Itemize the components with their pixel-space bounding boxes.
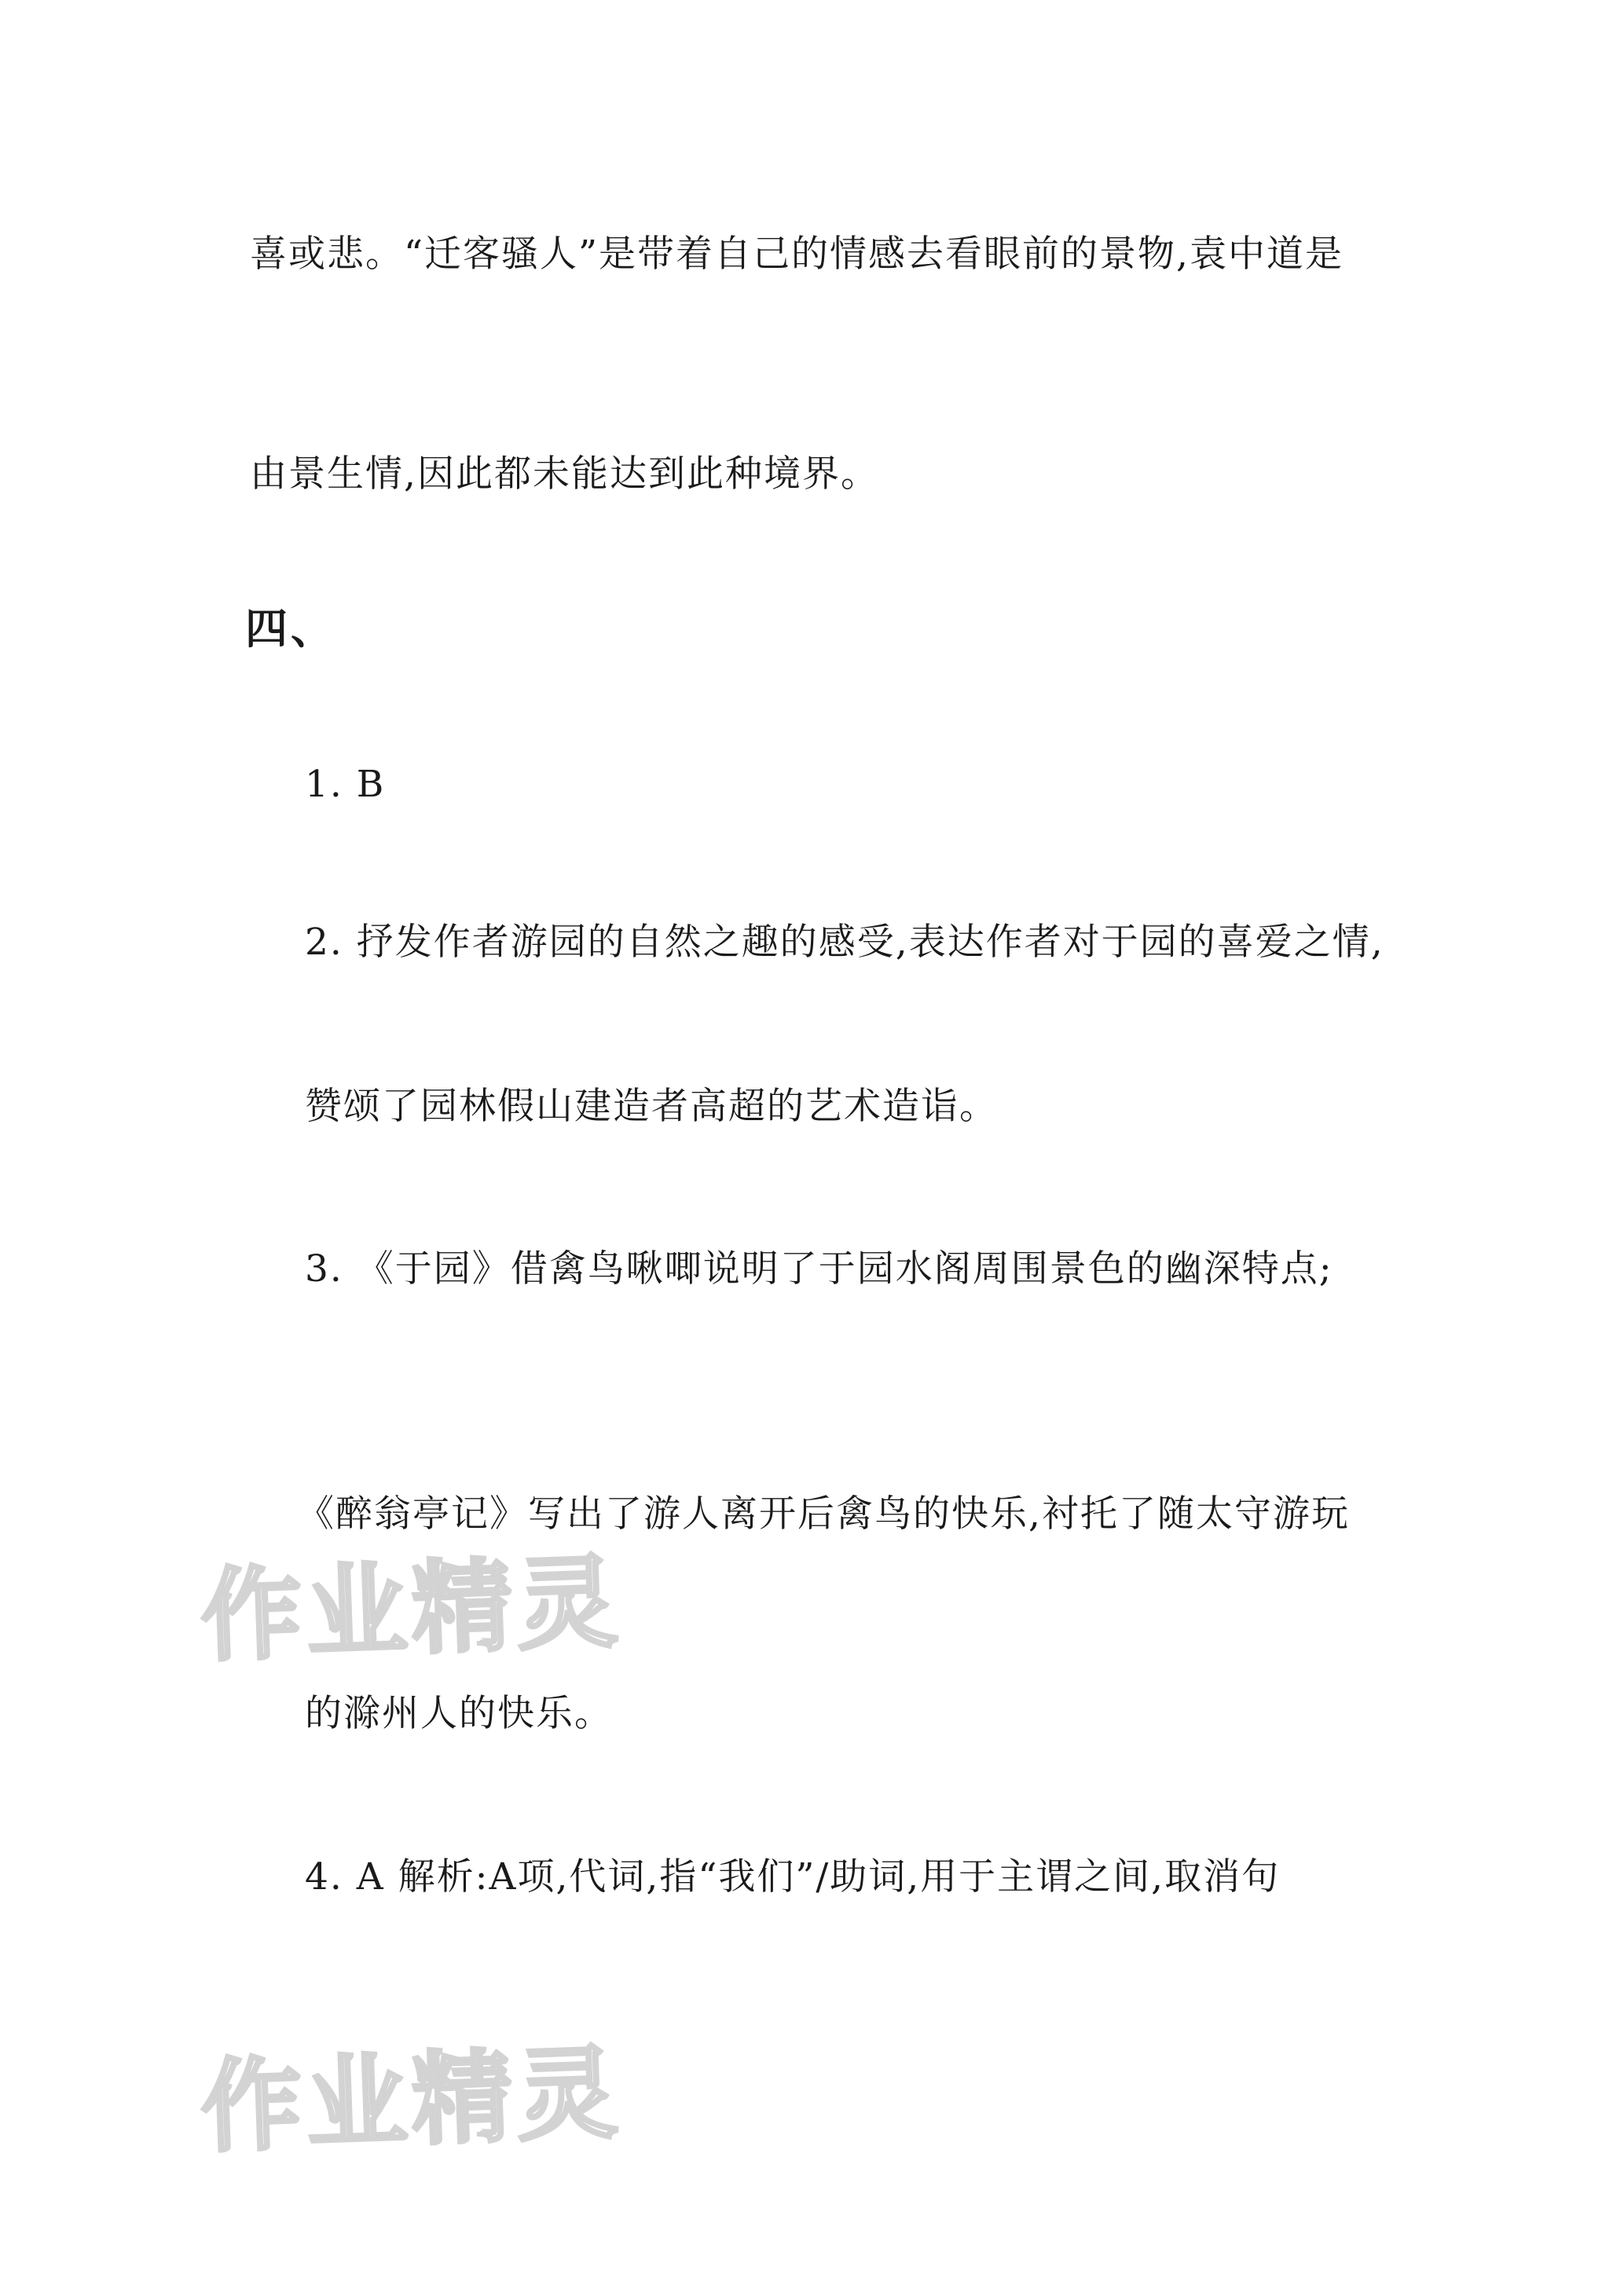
watermark-logo: 作业精灵 — [199, 1543, 625, 1676]
answer-item-2-continuation: 赞颂了园林假山建造者高超的艺术造诣。 — [305, 1085, 998, 1128]
watermark-logo: 作业精灵 — [199, 2034, 625, 2167]
section-heading: 四、 — [245, 604, 336, 654]
answer-item-1: 1. B — [305, 763, 386, 806]
answer-item-2: 2. 抒发作者游园的自然之趣的感受,表达作者对于园的喜爱之情, — [305, 921, 1384, 964]
answer-item-4: 4. A 解析:A项,代词,指“我们”/助词,用于主谓之间,取消句 — [305, 1855, 1281, 1899]
answer-item-3-continuation: 《醉翁亭记》写出了游人离开后禽鸟的快乐,衬托了随太守游玩 — [297, 1492, 1350, 1536]
answer-item-3-continuation: 的滁州人的快乐。 — [305, 1692, 613, 1735]
answer-item-3: 3. 《于园》借禽鸟啾唧说明了于园水阁周围景色的幽深特点; — [305, 1247, 1333, 1291]
answer-text-line: 喜或悲。“迁客骚人”是带着自己的情感去看眼前的景物,袁中道是 — [250, 233, 1344, 276]
answer-text-line: 由景生情,因此都未能达到此种境界。 — [250, 452, 879, 496]
